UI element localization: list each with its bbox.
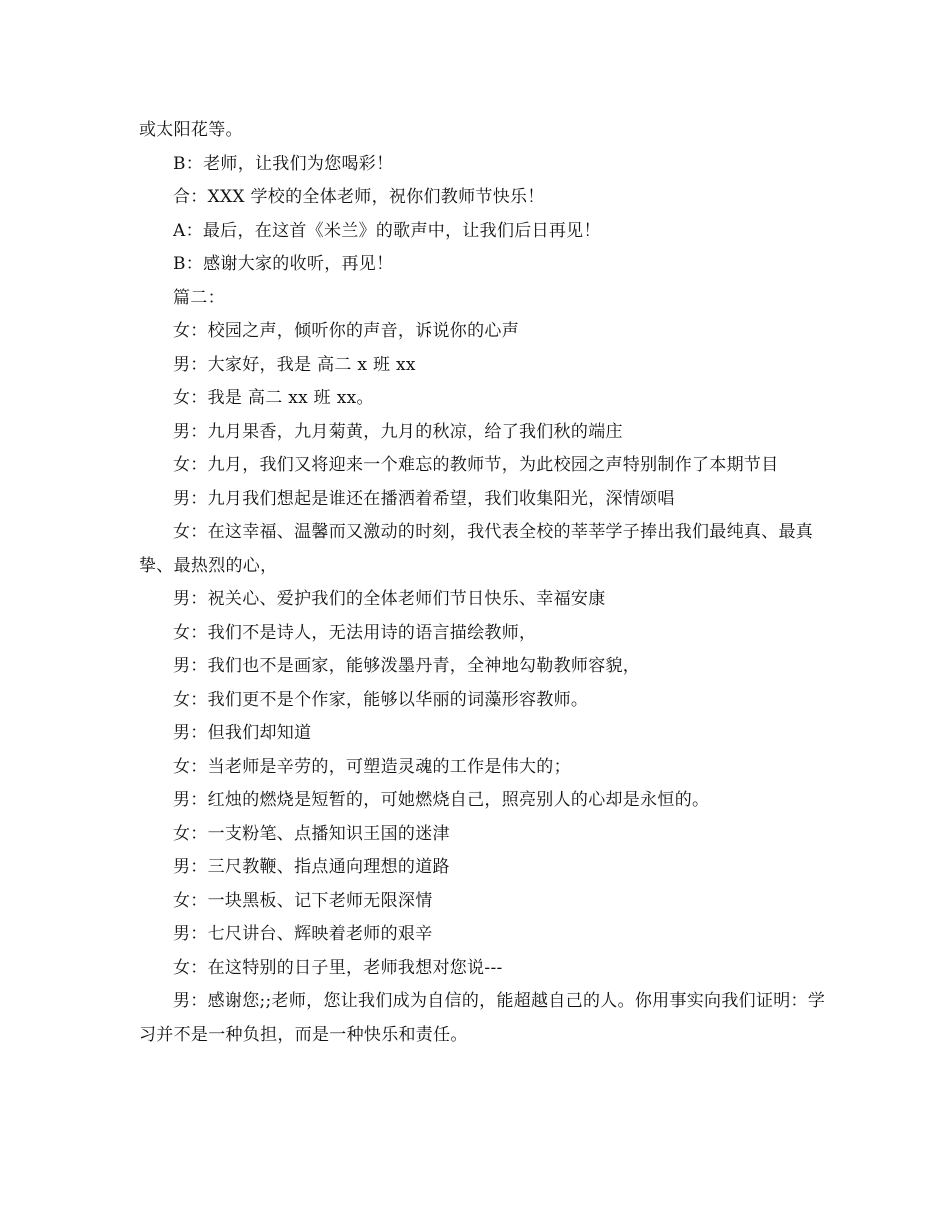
paragraph: 或太阳花等。	[139, 120, 243, 140]
paragraph: 男：九月果香，九月菊黄，九月的秋凉，给了我们秋的端庄	[173, 421, 623, 442]
paragraph: 女：校园之声，倾听你的声音，诉说你的心声	[173, 321, 519, 341]
paragraph: 男：九月我们想起是谁还在播洒着希望，我们收集阳光，深情颂唱	[173, 488, 675, 509]
paragraph: B：老师，让我们为您喝彩！	[173, 153, 394, 174]
paragraph: 男：三尺教鞭、指点通向理想的道路	[173, 857, 450, 877]
paragraph: 女：当老师是辛劳的，可塑造灵魂的工作是伟大的；	[173, 756, 571, 777]
paragraph: 男：祝关心、爱护我们的全体老师们节日快乐、幸福安康	[173, 589, 606, 609]
paragraph: 男：但我们却知道	[173, 723, 312, 743]
paragraph: B：感谢大家的收听，再见！	[173, 254, 394, 274]
paragraph: 女：我是 高二 xx 班 xx。	[173, 388, 374, 408]
paragraph: 男：红烛的燃烧是短暂的，可她燃烧自己，照亮别人的心却是永恒的。	[173, 790, 710, 810]
paragraph: 合：XXX 学校的全体老师，祝你们教师节快乐！	[173, 187, 545, 207]
paragraph: 男：感谢您;;老师，您让我们成为自信的，能超越自己的人。你用事实向我们证明：学习并不是一种负担，而是一种快乐和责任。	[139, 991, 826, 1045]
paragraph: 女：一支粉笔、点播知识王国的迷津	[173, 823, 450, 844]
paragraph: 男：大家好，我是 高二 x 班 xx	[173, 354, 416, 375]
paragraph: A：最后，在这首《米兰》的歌声中，让我们后日再见！	[173, 220, 601, 241]
paragraph: 女：一块黑板、记下老师无限深情	[173, 890, 433, 911]
section-heading: 篇二：	[173, 287, 225, 308]
document-body	[139, 114, 829, 1052]
paragraph: 女：在这幸福、温馨而又激动的时刻，我代表全校的莘莘学子捧出我们最纯真、最真挚、最热烈的心，	[139, 522, 814, 576]
paragraph: 女：我们不是诗人，无法用诗的语言描绘教师，	[173, 622, 537, 643]
paragraph: 男：我们也不是画家，能够泼墨丹青，全神地勾勒教师容貌，	[173, 656, 641, 676]
paragraph: 男：七尺讲台、辉映着老师的艰辛	[173, 924, 433, 944]
paragraph: 女：九月，我们又将迎来一个难忘的教师节，为此校园之声特别制作了本期节目	[173, 455, 779, 475]
paragraph: 女：在这特别的日子里，老师我想对您说---	[173, 957, 503, 978]
paragraph: 女：我们更不是个作家，能够以华丽的词藻形容教师。	[173, 689, 589, 710]
